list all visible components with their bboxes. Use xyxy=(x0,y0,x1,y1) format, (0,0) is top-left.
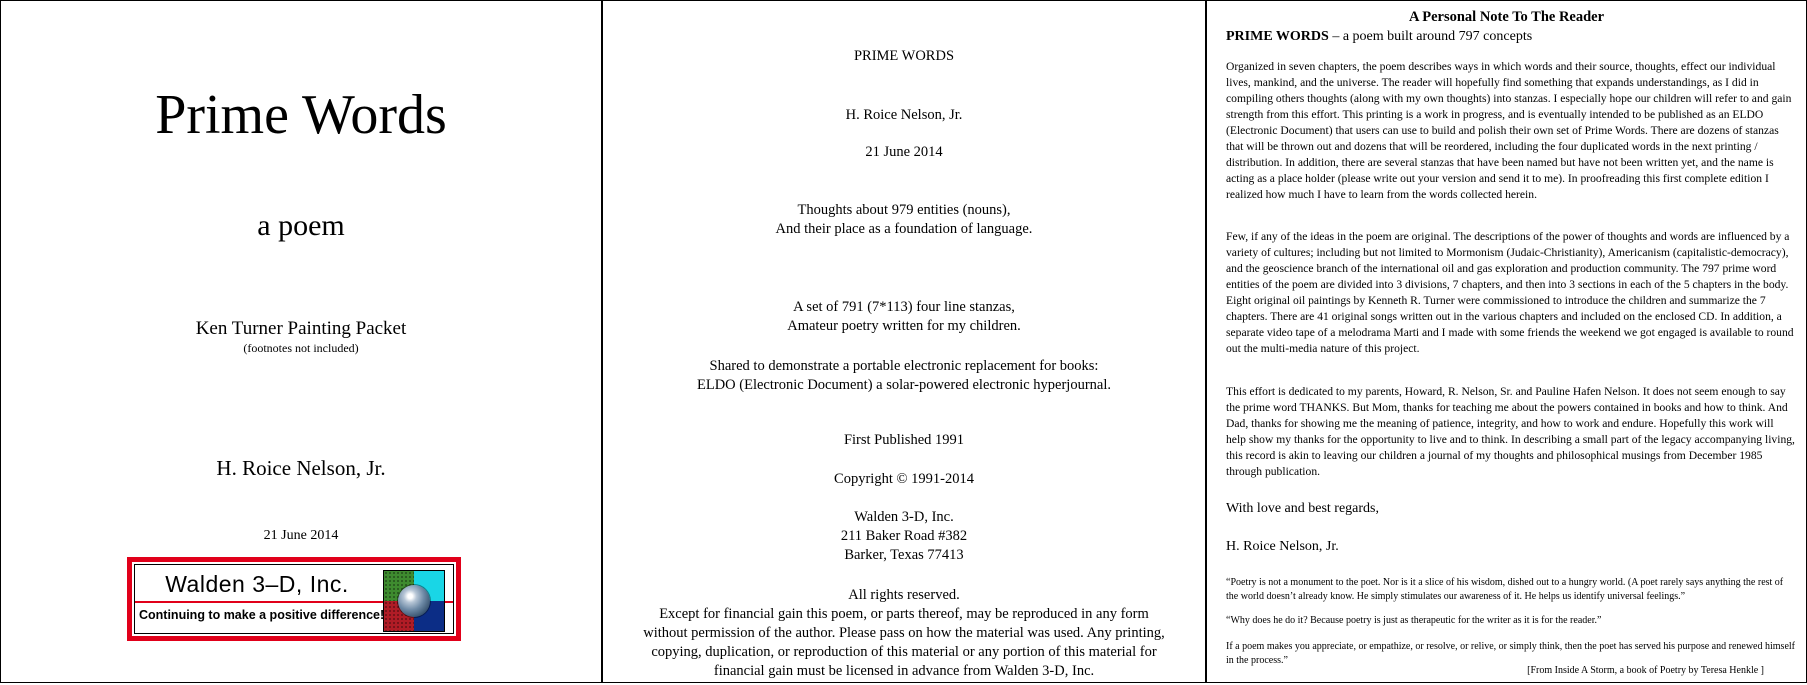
note-paragraph-1: Organized in seven chapters, the poem describes ways in which words and their source, thoughts, effect our individual lives, mankind, and the universe. The reader will hopefully find something that expands understandings, as I did in compiling others thoughts (along with my own thoughts) into stanzas. I especially hope our children will refer to and gain strength from this effort. This printing is a work in progress, and is eventually intended to be published as an ELDO (Electronic Document) that users can use to build and polish their own set of Prime Words. There are dozens of stanzas that will be thrown out and dozens that will be reordered, including the four duplicated words in the next printing / distribution. In addition, there are several stanzas that have been named but have not been written yet, and the name is acting as a place holder (please write out your version and send it to me). In proofreading this first complete edition I realized how much I have to learn from the words collected herein. xyxy=(1226,60,1792,201)
note-closing: With love and best regards, xyxy=(1226,501,1380,516)
publisher-address xyxy=(603,508,1205,565)
stanza-line-2: Amateur poetry written for my children. xyxy=(787,318,1021,334)
thoughts-line-1: Thoughts about 979 entities (nouns), xyxy=(797,202,1011,218)
quote-3: If a poem makes you appreciate, or empathize, or resolve, or relive, or simply think, then the poet has served his purpose and renewed himself in the process.” xyxy=(1226,641,1795,666)
note-subheading-rest: – a poem built around 797 concepts xyxy=(1328,29,1533,44)
shared-line-2: ELDO (Electronic Document) a solar-powered electronic hyperjournal. xyxy=(697,377,1111,393)
title-page xyxy=(0,0,603,683)
thoughts-block xyxy=(603,201,1205,239)
logo-frame xyxy=(134,564,454,634)
book-subtitle: a poem xyxy=(257,209,345,242)
book-title: Prime Words xyxy=(155,84,447,146)
rights-text: Except for financial gain this poem, or parts thereof, may be reproduced in any form without permission of the author. Please pass on how the material was used. Any printing, copying, duplication, or reproduction of this material or any portion of this material for financial gain must be licensed in advance from Walden 3-D, Inc. xyxy=(643,606,1165,679)
personal-note-page xyxy=(1207,0,1807,683)
address-line-3: Barker, Texas 77413 xyxy=(844,547,964,563)
copyright-author: H. Roice Nelson, Jr. xyxy=(845,107,963,123)
logo-tagline: Continuing to make a positive difference! xyxy=(139,608,385,622)
copyright-title: PRIME WORDS xyxy=(853,48,955,64)
logo-company-name: Walden 3–D, Inc. xyxy=(165,571,349,597)
note-signature: H. Roice Nelson, Jr. xyxy=(1226,539,1339,554)
publication-date: 21 June 2014 xyxy=(263,528,339,543)
quote-1: “Poetry is not a monument to the poet. Nor is it a slice of his wisdom, dished out to a hungry world. (A poet rarely says anything the rest of the world doesn’t already know. He simply stimulates our awareness of it. He helps us identify universal feelings.” xyxy=(1226,577,1784,602)
note-paragraph-3: This effort is dedicated to my parents, Howard, R. Nelson, Sr. and Pauline Hafen Nelson. It does not seem enough to say the prime word THANKS. But Mom, thanks for teaching me about the powers contained in books and how to think. And Dad, thanks for showing me the meaning of patience, integrity, and how to work and endure. Hopefully this work will help show my thanks for the opportunity to live and to think. In describing a small part of the legacy accompanying living, this record is akin to leaving our children a journal of my thoughts and philosophical musings from December 1985 through publication. xyxy=(1226,385,1795,478)
globe-icon xyxy=(398,585,430,617)
copyright-date: 21 June 2014 xyxy=(865,144,943,160)
shared-line-1: Shared to demonstrate a portable electronic replacement for books: xyxy=(709,358,1099,374)
logo-emblem xyxy=(383,570,445,632)
rights-block xyxy=(643,586,1165,681)
author-name: H. Roice Nelson, Jr. xyxy=(216,456,386,480)
stanza-line-1: A set of 791 (7*113) four line stanzas, xyxy=(793,299,1015,315)
quote-2: “Why does he do it? Because poetry is just as therapeutic for the writer as it is for the reader.” xyxy=(1226,615,1602,626)
footnote-note: (footnotes not included) xyxy=(243,341,359,355)
quote-source: [From Inside A Storm, a book of Poetry by Teresa Henkle ] xyxy=(1527,665,1764,676)
note-subheading xyxy=(1226,29,1796,45)
note-paragraph-2: Few, if any of the ideas in the poem are original. The descriptions of the power of thoughts and words are influenced by a variety of cultures; including but not limited to Mormonism (Judaic-Christianity), Americanism (capitalistic-democracy), and the geoscience branch of the international oil and gas exploration and production community. The 797 prime word entities of the poem are divided into 3 divisions, 7 chapters, and then into 3 sections in each of the 5 chapters in the body. Eight original oil paintings by Kenneth R. Turner were commissioned to introduce the children and summarize the 7 chapters. There are 41 original songs written out in the various chapters and included on the enclosed CD. In addition, a separate video tape of a melodrama Marti and I made with some friends the weekend we got engaged is available to round out the multi-media nature of this project. xyxy=(1226,230,1794,355)
note-subheading-bold: PRIME WORDS xyxy=(1226,29,1329,44)
copyright-notice: Copyright © 1991-2014 xyxy=(834,471,974,487)
rights-heading: All rights reserved. xyxy=(848,587,960,603)
first-published: First Published 1991 xyxy=(843,432,965,448)
address-line-1: Walden 3-D, Inc. xyxy=(854,509,954,525)
stanza-block xyxy=(603,298,1205,336)
walden-logo xyxy=(127,557,461,641)
copyright-page xyxy=(603,0,1207,683)
shared-block xyxy=(603,357,1205,395)
address-line-2: 211 Baker Road #382 xyxy=(840,528,968,544)
thoughts-line-2: And their place as a foundation of language. xyxy=(775,221,1033,237)
note-heading: A Personal Note To The Reader xyxy=(1408,9,1605,25)
packet-label: Ken Turner Painting Packet xyxy=(195,318,407,339)
